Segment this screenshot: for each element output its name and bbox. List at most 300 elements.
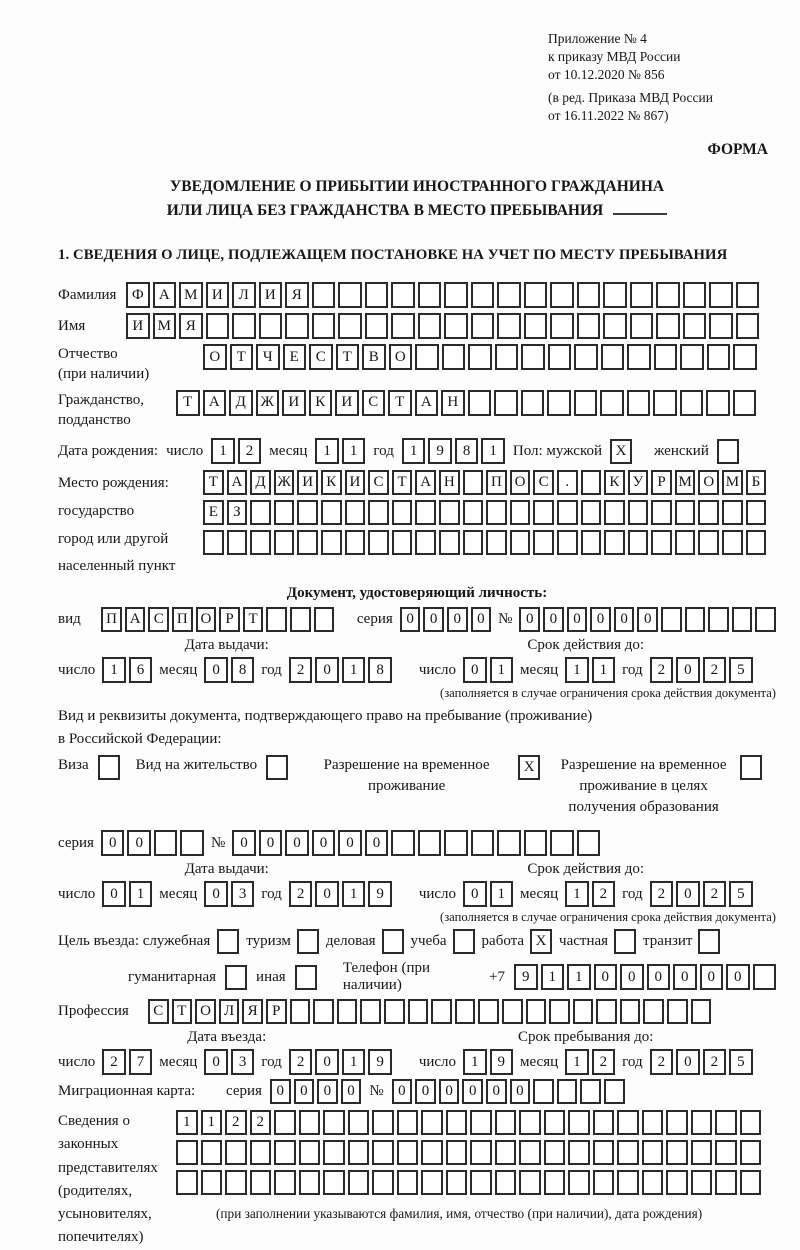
char-cell[interactable]: 2 <box>102 1049 126 1075</box>
char-cell[interactable]: Л <box>219 999 240 1024</box>
char-cell[interactable] <box>312 282 336 308</box>
char-cell[interactable]: У <box>628 470 649 495</box>
char-cell[interactable]: 0 <box>204 1049 228 1075</box>
char-cell[interactable] <box>408 999 429 1024</box>
char-cell[interactable] <box>675 530 696 555</box>
char-cell[interactable] <box>548 344 572 370</box>
char-cell[interactable]: 1 <box>342 1049 366 1075</box>
char-cell[interactable]: 0 <box>463 881 487 907</box>
char-cell[interactable] <box>709 313 733 339</box>
char-cell[interactable] <box>755 607 776 632</box>
char-cell[interactable] <box>397 1170 419 1195</box>
char-cell[interactable] <box>439 500 460 525</box>
char-cell[interactable] <box>733 390 757 416</box>
char-cell[interactable]: Я <box>285 282 309 308</box>
char-cell[interactable]: 0 <box>463 657 487 683</box>
char-cell[interactable]: С <box>368 470 389 495</box>
char-cell[interactable] <box>574 344 598 370</box>
char-cell[interactable] <box>544 1140 566 1165</box>
char-cell[interactable]: Р <box>219 607 240 632</box>
char-cell[interactable] <box>533 500 554 525</box>
char-cell[interactable] <box>708 607 729 632</box>
char-cell[interactable] <box>201 1140 223 1165</box>
char-cell[interactable]: 3 <box>231 881 255 907</box>
char-cell[interactable] <box>568 1110 590 1135</box>
char-cell[interactable]: 0 <box>676 1049 700 1075</box>
char-cell[interactable] <box>154 830 178 856</box>
char-cell[interactable]: С <box>148 607 169 632</box>
char-cell[interactable] <box>180 830 204 856</box>
char-cell[interactable] <box>746 530 767 555</box>
char-cell[interactable] <box>290 607 311 632</box>
char-cell[interactable]: 0 <box>543 607 564 632</box>
char-cell[interactable] <box>521 390 545 416</box>
char-cell[interactable] <box>415 500 436 525</box>
char-cell[interactable]: 1 <box>211 438 235 464</box>
char-cell[interactable]: С <box>362 390 386 416</box>
residence-permit-checkbox[interactable] <box>266 755 288 780</box>
char-cell[interactable] <box>372 1110 394 1135</box>
char-cell[interactable]: 0 <box>637 607 658 632</box>
char-cell[interactable] <box>468 390 492 416</box>
char-cell[interactable] <box>593 1170 615 1195</box>
char-cell[interactable] <box>392 500 413 525</box>
char-cell[interactable]: 0 <box>259 830 283 856</box>
char-cell[interactable] <box>397 1140 419 1165</box>
char-cell[interactable]: О <box>196 607 217 632</box>
char-cell[interactable]: Д <box>250 470 271 495</box>
char-cell[interactable]: 1 <box>129 881 153 907</box>
char-cell[interactable] <box>345 500 366 525</box>
char-cell[interactable] <box>577 282 601 308</box>
char-cell[interactable]: 0 <box>285 830 309 856</box>
char-cell[interactable]: П <box>172 607 193 632</box>
char-cell[interactable]: 1 <box>342 881 366 907</box>
char-cell[interactable]: 5 <box>729 657 753 683</box>
char-cell[interactable] <box>573 999 594 1024</box>
char-cell[interactable] <box>519 1140 541 1165</box>
char-cell[interactable]: 0 <box>594 964 618 990</box>
char-cell[interactable]: 0 <box>365 830 389 856</box>
char-cell[interactable]: 0 <box>102 881 126 907</box>
char-cell[interactable] <box>519 1110 541 1135</box>
purpose-business-checkbox[interactable] <box>217 929 239 954</box>
char-cell[interactable] <box>642 1140 664 1165</box>
char-cell[interactable] <box>630 282 654 308</box>
char-cell[interactable]: Р <box>651 470 672 495</box>
char-cell[interactable] <box>581 470 602 495</box>
char-cell[interactable] <box>691 999 712 1024</box>
char-cell[interactable] <box>348 1140 370 1165</box>
char-cell[interactable]: 1 <box>565 1049 589 1075</box>
char-cell[interactable] <box>617 1110 639 1135</box>
char-cell[interactable] <box>206 313 230 339</box>
char-cell[interactable] <box>274 530 295 555</box>
char-cell[interactable] <box>604 500 625 525</box>
purpose-commercial-checkbox[interactable] <box>382 929 404 954</box>
char-cell[interactable]: 8 <box>231 657 255 683</box>
char-cell[interactable]: 0 <box>519 607 540 632</box>
char-cell[interactable]: К <box>604 470 625 495</box>
char-cell[interactable]: Ж <box>256 390 280 416</box>
char-cell[interactable]: Н <box>439 470 460 495</box>
char-cell[interactable]: 0 <box>400 607 421 632</box>
char-cell[interactable]: Е <box>283 344 307 370</box>
char-cell[interactable] <box>495 344 519 370</box>
char-cell[interactable]: О <box>698 470 719 495</box>
char-cell[interactable] <box>368 500 389 525</box>
char-cell[interactable]: 0 <box>447 607 468 632</box>
char-cell[interactable] <box>418 830 442 856</box>
char-cell[interactable] <box>176 1140 198 1165</box>
char-cell[interactable]: 1 <box>342 438 366 464</box>
char-cell[interactable]: 1 <box>565 881 589 907</box>
char-cell[interactable] <box>698 500 719 525</box>
char-cell[interactable] <box>225 1170 247 1195</box>
char-cell[interactable]: 0 <box>415 1079 436 1104</box>
purpose-study-checkbox[interactable] <box>453 929 475 954</box>
char-cell[interactable] <box>415 530 436 555</box>
char-cell[interactable] <box>683 282 707 308</box>
char-cell[interactable]: 2 <box>703 881 727 907</box>
char-cell[interactable] <box>259 313 283 339</box>
char-cell[interactable] <box>299 1140 321 1165</box>
char-cell[interactable] <box>510 500 531 525</box>
char-cell[interactable] <box>486 500 507 525</box>
char-cell[interactable]: 2 <box>289 657 313 683</box>
char-cell[interactable] <box>753 964 777 990</box>
char-cell[interactable]: 9 <box>490 1049 514 1075</box>
char-cell[interactable]: Т <box>172 999 193 1024</box>
char-cell[interactable]: 0 <box>423 607 444 632</box>
char-cell[interactable] <box>203 530 224 555</box>
char-cell[interactable] <box>691 1140 713 1165</box>
char-cell[interactable] <box>250 1140 272 1165</box>
char-cell[interactable]: Ж <box>274 470 295 495</box>
char-cell[interactable] <box>421 1140 443 1165</box>
char-cell[interactable]: 0 <box>101 830 125 856</box>
char-cell[interactable] <box>274 1170 296 1195</box>
char-cell[interactable] <box>740 1170 762 1195</box>
char-cell[interactable] <box>653 390 677 416</box>
char-cell[interactable]: О <box>203 344 227 370</box>
char-cell[interactable] <box>299 1110 321 1135</box>
char-cell[interactable] <box>685 607 706 632</box>
char-cell[interactable]: 0 <box>614 607 635 632</box>
char-cell[interactable] <box>683 313 707 339</box>
char-cell[interactable] <box>232 313 256 339</box>
char-cell[interactable] <box>651 530 672 555</box>
char-cell[interactable] <box>497 313 521 339</box>
char-cell[interactable] <box>201 1170 223 1195</box>
char-cell[interactable]: К <box>321 470 342 495</box>
char-cell[interactable] <box>698 530 719 555</box>
char-cell[interactable]: 1 <box>490 881 514 907</box>
char-cell[interactable] <box>365 313 389 339</box>
char-cell[interactable]: 0 <box>204 881 228 907</box>
male-checkbox[interactable]: X <box>610 439 632 464</box>
char-cell[interactable] <box>740 1140 762 1165</box>
char-cell[interactable] <box>596 999 617 1024</box>
char-cell[interactable]: Т <box>336 344 360 370</box>
char-cell[interactable] <box>470 1170 492 1195</box>
char-cell[interactable]: 9 <box>428 438 452 464</box>
char-cell[interactable] <box>549 999 570 1024</box>
char-cell[interactable]: 0 <box>620 964 644 990</box>
char-cell[interactable] <box>397 1110 419 1135</box>
char-cell[interactable]: 0 <box>315 1049 339 1075</box>
char-cell[interactable] <box>497 830 521 856</box>
char-cell[interactable] <box>415 344 439 370</box>
char-cell[interactable] <box>722 530 743 555</box>
char-cell[interactable]: С <box>309 344 333 370</box>
char-cell[interactable] <box>617 1170 639 1195</box>
char-cell[interactable]: А <box>415 470 436 495</box>
char-cell[interactable]: М <box>153 313 177 339</box>
char-cell[interactable]: 1 <box>102 657 126 683</box>
char-cell[interactable] <box>603 313 627 339</box>
char-cell[interactable] <box>557 530 578 555</box>
char-cell[interactable] <box>736 313 760 339</box>
char-cell[interactable] <box>736 282 760 308</box>
purpose-transit-checkbox[interactable] <box>698 929 720 954</box>
char-cell[interactable]: 2 <box>289 1049 313 1075</box>
char-cell[interactable]: 1 <box>402 438 426 464</box>
char-cell[interactable] <box>418 282 442 308</box>
char-cell[interactable] <box>455 999 476 1024</box>
char-cell[interactable]: А <box>415 390 439 416</box>
char-cell[interactable]: А <box>125 607 146 632</box>
char-cell[interactable] <box>391 830 415 856</box>
char-cell[interactable]: . <box>557 470 578 495</box>
char-cell[interactable] <box>495 1140 517 1165</box>
char-cell[interactable]: 0 <box>510 1079 531 1104</box>
char-cell[interactable] <box>661 607 682 632</box>
char-cell[interactable] <box>468 344 492 370</box>
char-cell[interactable] <box>654 344 678 370</box>
char-cell[interactable] <box>338 282 362 308</box>
char-cell[interactable] <box>368 530 389 555</box>
char-cell[interactable]: 1 <box>592 657 616 683</box>
char-cell[interactable] <box>580 1079 601 1104</box>
char-cell[interactable] <box>266 607 287 632</box>
char-cell[interactable] <box>502 999 523 1024</box>
char-cell[interactable] <box>557 1079 578 1104</box>
char-cell[interactable]: Б <box>746 470 767 495</box>
char-cell[interactable]: Н <box>441 390 465 416</box>
char-cell[interactable] <box>656 313 680 339</box>
char-cell[interactable] <box>656 282 680 308</box>
char-cell[interactable] <box>250 530 271 555</box>
char-cell[interactable] <box>706 390 730 416</box>
char-cell[interactable] <box>470 1140 492 1165</box>
char-cell[interactable]: 1 <box>176 1110 198 1135</box>
char-cell[interactable] <box>715 1140 737 1165</box>
char-cell[interactable] <box>444 313 468 339</box>
char-cell[interactable]: Т <box>203 470 224 495</box>
char-cell[interactable]: М <box>722 470 743 495</box>
char-cell[interactable] <box>290 999 311 1024</box>
char-cell[interactable]: 0 <box>567 607 588 632</box>
char-cell[interactable] <box>274 1140 296 1165</box>
char-cell[interactable] <box>471 830 495 856</box>
char-cell[interactable] <box>372 1170 394 1195</box>
char-cell[interactable] <box>667 999 688 1024</box>
char-cell[interactable] <box>581 500 602 525</box>
char-cell[interactable]: К <box>309 390 333 416</box>
purpose-humanitarian-checkbox[interactable] <box>225 965 247 990</box>
char-cell[interactable]: Л <box>232 282 256 308</box>
char-cell[interactable] <box>495 1110 517 1135</box>
char-cell[interactable] <box>550 313 574 339</box>
char-cell[interactable] <box>526 999 547 1024</box>
char-cell[interactable] <box>722 500 743 525</box>
char-cell[interactable] <box>732 607 753 632</box>
char-cell[interactable]: 2 <box>289 881 313 907</box>
char-cell[interactable]: 0 <box>700 964 724 990</box>
char-cell[interactable]: 0 <box>294 1079 315 1104</box>
char-cell[interactable] <box>630 313 654 339</box>
char-cell[interactable]: 0 <box>486 1079 507 1104</box>
char-cell[interactable] <box>392 530 413 555</box>
char-cell[interactable] <box>391 282 415 308</box>
char-cell[interactable] <box>297 500 318 525</box>
char-cell[interactable]: 1 <box>481 438 505 464</box>
char-cell[interactable] <box>568 1170 590 1195</box>
char-cell[interactable] <box>338 313 362 339</box>
char-cell[interactable]: А <box>153 282 177 308</box>
char-cell[interactable] <box>627 344 651 370</box>
char-cell[interactable]: 1 <box>342 657 366 683</box>
char-cell[interactable]: А <box>227 470 248 495</box>
char-cell[interactable] <box>628 500 649 525</box>
char-cell[interactable]: 0 <box>673 964 697 990</box>
char-cell[interactable]: М <box>179 282 203 308</box>
char-cell[interactable] <box>651 500 672 525</box>
char-cell[interactable]: Я <box>179 313 203 339</box>
char-cell[interactable] <box>444 830 468 856</box>
char-cell[interactable] <box>323 1140 345 1165</box>
char-cell[interactable] <box>463 500 484 525</box>
char-cell[interactable] <box>733 344 757 370</box>
char-cell[interactable]: 0 <box>471 607 492 632</box>
char-cell[interactable] <box>533 1079 554 1104</box>
char-cell[interactable] <box>601 344 625 370</box>
char-cell[interactable]: Т <box>392 470 413 495</box>
char-cell[interactable]: 5 <box>729 1049 753 1075</box>
char-cell[interactable]: 9 <box>368 1049 392 1075</box>
purpose-tourism-checkbox[interactable] <box>297 929 319 954</box>
char-cell[interactable] <box>577 830 601 856</box>
char-cell[interactable] <box>227 530 248 555</box>
char-cell[interactable]: Т <box>388 390 412 416</box>
char-cell[interactable] <box>544 1170 566 1195</box>
char-cell[interactable]: 2 <box>238 438 262 464</box>
char-cell[interactable]: А <box>203 390 227 416</box>
char-cell[interactable]: 2 <box>250 1110 272 1135</box>
char-cell[interactable]: И <box>206 282 230 308</box>
char-cell[interactable]: 1 <box>567 964 591 990</box>
char-cell[interactable] <box>313 999 334 1024</box>
char-cell[interactable] <box>345 530 366 555</box>
char-cell[interactable] <box>444 282 468 308</box>
char-cell[interactable] <box>533 530 554 555</box>
char-cell[interactable] <box>471 282 495 308</box>
char-cell[interactable] <box>365 282 389 308</box>
char-cell[interactable]: 2 <box>650 1049 674 1075</box>
char-cell[interactable] <box>524 282 548 308</box>
char-cell[interactable]: И <box>345 470 366 495</box>
char-cell[interactable]: 1 <box>565 657 589 683</box>
char-cell[interactable] <box>680 390 704 416</box>
char-cell[interactable]: С <box>148 999 169 1024</box>
char-cell[interactable]: 0 <box>204 657 228 683</box>
char-cell[interactable]: 9 <box>368 881 392 907</box>
char-cell[interactable] <box>337 999 358 1024</box>
char-cell[interactable]: Р <box>266 999 287 1024</box>
char-cell[interactable]: Ф <box>126 282 150 308</box>
char-cell[interactable] <box>510 530 531 555</box>
char-cell[interactable] <box>617 1140 639 1165</box>
char-cell[interactable]: 3 <box>231 1049 255 1075</box>
char-cell[interactable]: 6 <box>129 657 153 683</box>
char-cell[interactable] <box>323 1110 345 1135</box>
char-cell[interactable]: 0 <box>127 830 151 856</box>
char-cell[interactable]: 0 <box>338 830 362 856</box>
char-cell[interactable] <box>176 1170 198 1195</box>
char-cell[interactable]: 1 <box>490 657 514 683</box>
char-cell[interactable]: 2 <box>703 1049 727 1075</box>
char-cell[interactable]: 0 <box>232 830 256 856</box>
temp-residence-education-checkbox[interactable] <box>740 755 762 780</box>
char-cell[interactable] <box>627 390 651 416</box>
char-cell[interactable]: П <box>101 607 122 632</box>
char-cell[interactable] <box>550 282 574 308</box>
char-cell[interactable] <box>604 1079 625 1104</box>
char-cell[interactable]: О <box>510 470 531 495</box>
char-cell[interactable] <box>643 999 664 1024</box>
char-cell[interactable] <box>446 1140 468 1165</box>
char-cell[interactable] <box>497 282 521 308</box>
char-cell[interactable] <box>250 500 271 525</box>
char-cell[interactable] <box>486 530 507 555</box>
char-cell[interactable]: С <box>533 470 554 495</box>
char-cell[interactable]: 0 <box>676 657 700 683</box>
char-cell[interactable]: 7 <box>129 1049 153 1075</box>
char-cell[interactable] <box>225 1140 247 1165</box>
char-cell[interactable]: О <box>195 999 216 1024</box>
char-cell[interactable]: Т <box>230 344 254 370</box>
char-cell[interactable] <box>675 500 696 525</box>
char-cell[interactable] <box>547 390 571 416</box>
char-cell[interactable]: 0 <box>462 1079 483 1104</box>
char-cell[interactable] <box>642 1110 664 1135</box>
char-cell[interactable] <box>521 344 545 370</box>
char-cell[interactable] <box>470 1110 492 1135</box>
char-cell[interactable] <box>740 1110 762 1135</box>
char-cell[interactable] <box>568 1140 590 1165</box>
char-cell[interactable]: 0 <box>315 881 339 907</box>
char-cell[interactable] <box>321 500 342 525</box>
char-cell[interactable] <box>439 530 460 555</box>
char-cell[interactable]: Д <box>229 390 253 416</box>
char-cell[interactable] <box>285 313 309 339</box>
char-cell[interactable]: 2 <box>703 657 727 683</box>
char-cell[interactable]: Е <box>203 500 224 525</box>
visa-checkbox[interactable] <box>98 755 120 780</box>
char-cell[interactable]: 0 <box>726 964 750 990</box>
char-cell[interactable]: И <box>282 390 306 416</box>
